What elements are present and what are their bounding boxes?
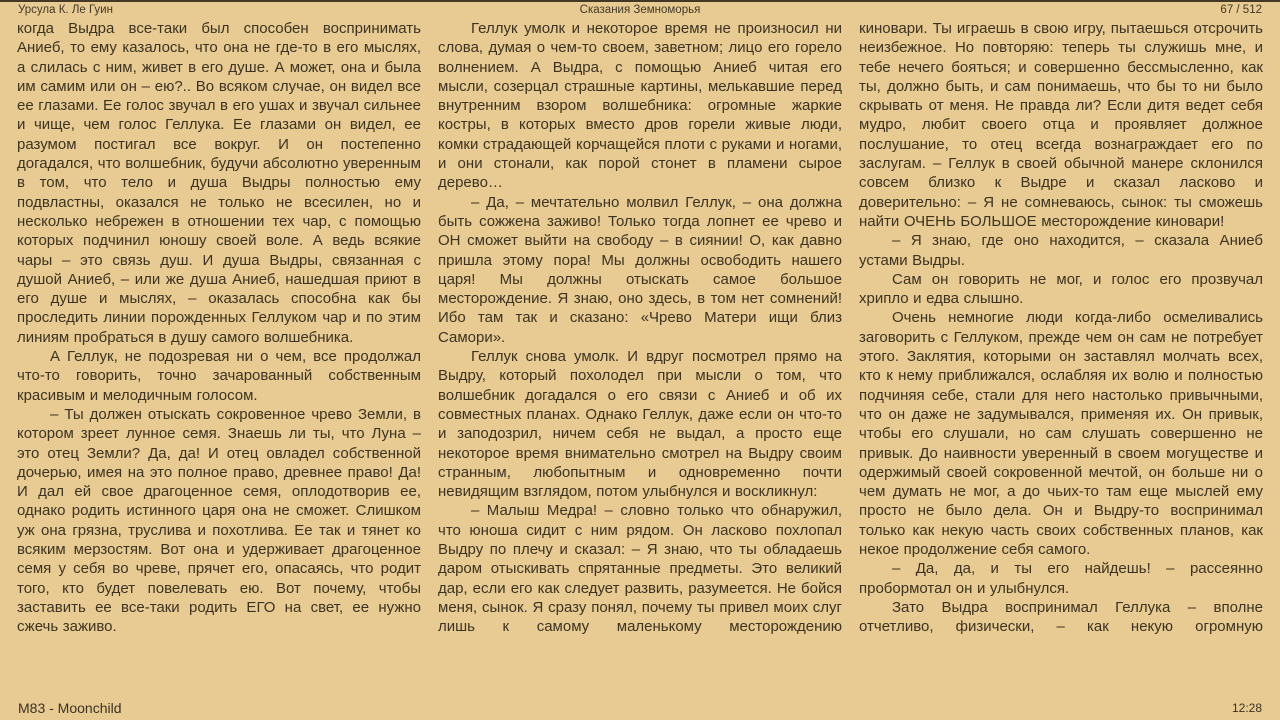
- paragraph: Сам он говорить не мог, и голос его прозвучал хрипло и едва слышно.: [859, 270, 1263, 308]
- top-edge-divider: [0, 0, 1280, 2]
- page-indicator: 67 / 512: [1220, 4, 1262, 16]
- text-column-2: [438, 19, 842, 695]
- clock-label: 12:28: [1231, 701, 1262, 715]
- paragraph: Геллук умолк и некоторое время не произносил ни слова, думая о чем-то своем, заветном; лицо его горело волнением. А Выдра, с помощью Аниеб читая его мысли, созерцал страшные картины, мелькавшие перед внутренним взором волшебника: огромные жаркие костры, в которых вместо дров горели живые люди, комки страдающей корчащейся плоти с руками и ногами, и они стонали, как порой стонет в пламени сырое дерево…: [438, 20, 842, 192]
- status-bar: [18, 696, 1262, 720]
- paragraph: – Я знаю, где оно находится, – сказала Аниеб устами Выдры.: [859, 232, 1263, 269]
- paragraph: когда Выдра все-таки был способен воспринимать Аниеб, то ему казалось, что она не где-то в его мыслях, а слилась с ним, живет в его душе. А может, она и была им самим или он – ею?.. Во всяком случае, он видел все ее глазами. Ее голос звучал в его ушах и звучал сильнее и чище, чем голос Геллука. Ее глазами он видел, ее разумом постигал все вокруг. И он постепенно догадался, что волшебник, будучи абсолютно уверенным в том, что тело и душа Выдры полностью ему подвластны, оказался не только не всесилен, но и несколько небрежен в отношении тех чар, с помощью которых подчинил юношу своей воле. А ведь всякие чары – это связь душ. И душа Выдры, связанная с душой Аниеб, – или же душа Аниеб, нашедшая приют в его душе и мыслях, – оказалась способна как бы проследить линии порожденных Геллуком чар и по этим линиям пробраться в душу самого волшебника.: [17, 20, 421, 346]
- reading-area[interactable]: [17, 19, 1263, 695]
- paragraph: – Ты должен отыскать сокровенное чрево Земли, в котором зреет лунное семя. Знаешь ли ты, что Луна – это отец Земли? Да, да! И отец овладел собственной дочерью, имея на это полное право, древнее право! Да! И дал ей свое драгоценное семя, оплодотворив ее, однако родить истинного царя она не сможет. Слишком уж она грязна, труслива и похотлива. Ее так и тянет ко всяким мерзостям. Вот она и удерживает драгоценное семя у себя во чреве, прячет его, опасаясь, что родит того, кто будет повелевать ею. Вот почему, чтобы заставить ее все-таки родить ЕГО на свет, ее нужно сжечь заживо.: [17, 405, 421, 636]
- reader-header: [18, 3, 1262, 17]
- paragraph: – Да, – мечтательно молвил Геллук, – она должна быть сожжена заживо! Только тогда лопнет ее чрево и ОН сможет выйти на свободу – в сиянии! О, как давно пришла этому пора! Мы должны освободить нашего царя! Мы должны отыскать самое большое месторождение. Я знаю, оно здесь, в том нет сомнений! Ибо там так и сказано: «Чрево Матери ищи близ Самори».: [438, 193, 842, 346]
- paragraph: Геллук снова умолк. И вдруг посмотрел прямо на Выдру, который похолодел при мысли о том, что волшебник догадался о его связи с Аниеб и об их совместных планах. Однако Геллук, даже если он что-то и заподозрил, ничем себя не выдал, а просто еще некоторое время внимательно смотрел на Выдру своим странным, любопытным и одновременно почти невидящим взглядом, потом улыбнулся и воскликнул:: [438, 348, 842, 501]
- book-title-label: Сказания Земноморья: [579, 4, 701, 16]
- author-label: Урсула К. Ле Гуин: [18, 4, 113, 16]
- paragraph: – Малыш Медра! – словно только что обнаружил, что юноша сидит с ним рядом. Он ласково похлопал Выдру по плечу и сказал: – Я знаю, что ты обладаешь даром отыскивать спрятанные предметы. Это великий дар, если его как следует развить, разумеется. Не бойся меня, сынок. Я сразу понял, почему ты привел моих слуг лишь к самому маленькому месторождению: [438, 502, 842, 636]
- paragraph: Очень немногие люди когда-либо осмеливались заговорить с Геллуком, прежде чем он сам не потребует этого. Заклятия, которыми он заставлял молчать всех, кто к нему приближался, ослабляя их волю и полностью подчиняя себе, стали для него настолько привычными, что он даже не задумывался, применяя их. Он привык, чтобы его слушали, но сам слушать совершенно не привык. До наивности уверенный в своем могуществе и одержимый своей сокровенной мечтой, он больше ни о чем думать не мог, а до чьих-то там еще мыслей ему просто не было дела. Он и Выдру-то воспринимал только как некую часть своих собственных планов, как некое продолжение себя самого.: [859, 309, 1263, 559]
- paragraph: Зато Выдра воспринимал Геллука – вполне отчетливо, физически, – как некую огромную: [859, 598, 1263, 636]
- text-column-3: [859, 19, 1263, 695]
- paragraph: – Да, да, и ты его найдешь! – рассеянно пробормотал он и улыбнулся.: [859, 560, 1263, 597]
- text-column-1: [17, 19, 421, 695]
- paragraph: киновари. Ты играешь в свою игру, пытаешься отсрочить неизбежное. Но повторяю: теперь ты служишь мне, и тебе нечего бояться; и совершенно бессмысленно, как ты, должно быть, и сам понимаешь, что бы то ни было скрывать от меня. Не правда ли? Если дитя ведет себя мудро, любит своего отца и проявляет должное послушание, то отец всегда вознаграждает его по заслугам. – Геллук в своей обычной манере склонился совсем близко к Выдре и сказал ласково и доверительно: – Я не сомневаюсь, сынок: ты сможешь найти ОЧЕНЬ БОЛЬШОЕ месторождение киновари!: [859, 20, 1263, 230]
- now-playing-label: M83 - Moonchild: [18, 700, 122, 716]
- paragraph: А Геллук, не подозревая ни о чем, все продолжал что-то говорить, точно зачарованный собственным красивым и мелодичным голосом.: [17, 348, 421, 404]
